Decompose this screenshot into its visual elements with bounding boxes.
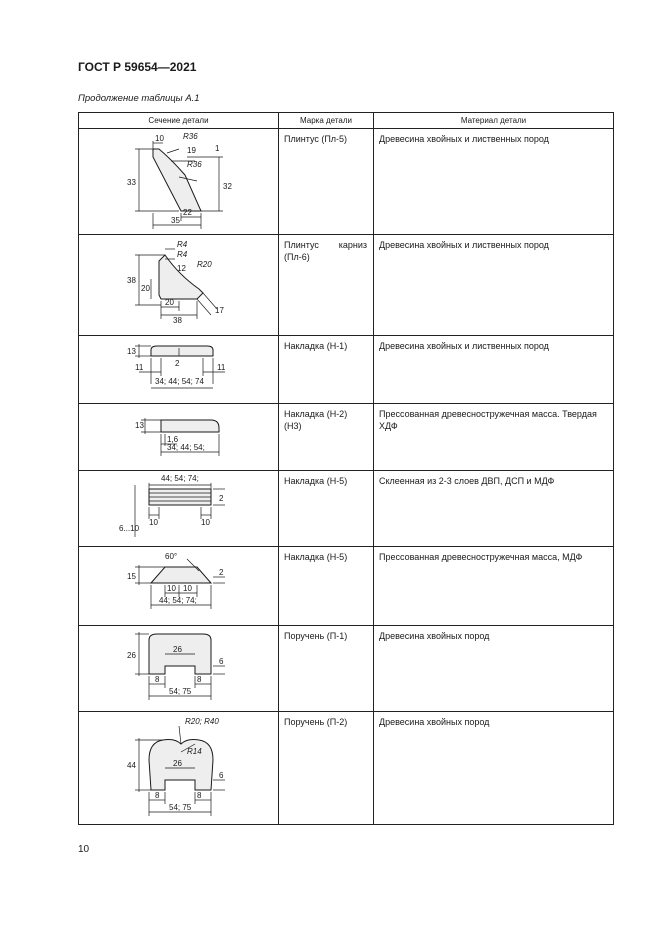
dim-radius-c: R20 [197, 260, 212, 269]
dim-2: 2 [219, 494, 224, 503]
overlay-n1-drawing [79, 336, 279, 402]
dim-height-left: 38 [127, 276, 136, 285]
material-cell: Древесина хвойных и лиственных пород [374, 235, 614, 336]
dim-10-right: 10 [183, 584, 192, 593]
dim-radius-b: R4 [177, 250, 188, 259]
mark-word-1: Плинтус [284, 240, 319, 250]
dim-angle: 60° [165, 552, 178, 561]
dim-19: 19 [187, 146, 196, 155]
material-cell: Древесина хвойных пород [374, 626, 614, 712]
dim-10-left: 10 [149, 518, 158, 527]
table-row [79, 404, 614, 471]
dim-10-left: 10 [167, 584, 176, 593]
dim-widths: 54; 75 [169, 687, 192, 696]
dim-8-left: 8 [155, 791, 160, 800]
dim-width-top: 10 [155, 134, 164, 143]
material-cell: Склеенная из 2-3 слоев ДВП, ДСП и МДФ [374, 471, 614, 547]
dim-11-right: 11 [217, 363, 226, 372]
dim-38-bottom: 38 [173, 316, 182, 325]
section-drawing-cell [79, 336, 279, 404]
section-drawing-cell [79, 547, 279, 626]
table-row [79, 336, 614, 404]
dim-11-left: 11 [135, 363, 144, 372]
dim-6: 6 [219, 657, 224, 666]
dim-1: 1 [215, 144, 220, 153]
dim-radius-top: R36 [183, 132, 198, 141]
mark-cell: Поручень (П-2) [279, 712, 374, 825]
dim-6: 6 [219, 771, 224, 780]
handrail-p1-drawing [79, 626, 279, 710]
material-cell: Прессованная древесностружечная масса, МДФ [374, 547, 614, 626]
mark-cell: Накладка (Н-5) [279, 471, 374, 547]
dim-2: 2 [219, 568, 224, 577]
material-cell: Древесина хвойных и лиственных пород [374, 336, 614, 404]
section-drawing-cell [79, 626, 279, 712]
mark-word-2: карниз [338, 240, 367, 250]
dim-widths: 34; 44; 54; 74 [155, 377, 204, 386]
dim-height: 44 [127, 761, 136, 770]
dim-radii: R20; R40 [185, 717, 219, 726]
dim-8-left: 8 [155, 675, 160, 684]
table-row [79, 129, 614, 235]
dim-20-horizontal: 20 [165, 298, 174, 307]
dim-groove-width: 26 [173, 759, 182, 768]
dim-15: 15 [127, 572, 136, 581]
overlay-n5-pressed-drawing [79, 547, 279, 624]
mark-cell: Накладка (Н-5) [279, 547, 374, 626]
dim-groove-width: 26 [173, 645, 182, 654]
table-row [79, 235, 614, 336]
section-drawing-cell [79, 471, 279, 547]
table-row [79, 712, 614, 825]
dim-radius-a: R4 [177, 240, 188, 249]
overlay-n5-laminated-drawing [79, 471, 279, 545]
mark-cell: Накладка (Н-2) (Н3) [279, 404, 374, 471]
dim-17: 17 [215, 306, 224, 315]
mark-cell: Плинтус (Пл-5) [279, 129, 374, 235]
dim-height-left: 33 [127, 178, 136, 187]
mark-cell: Накладка (Н-1) [279, 336, 374, 404]
dim-8-right: 8 [197, 791, 202, 800]
dim-8-right: 8 [197, 675, 202, 684]
page-number: 10 [78, 844, 90, 855]
dim-thickness: 6...10 [119, 524, 140, 533]
table-header-row [79, 113, 614, 129]
skirting-pl5-drawing [79, 129, 279, 233]
cornice-pl6-drawing [79, 235, 279, 334]
section-drawing-cell [79, 712, 279, 825]
dim-height: 26 [127, 651, 136, 660]
parts-table [78, 112, 614, 825]
table-row [79, 471, 614, 547]
dim-10-right: 10 [201, 518, 210, 527]
dim-35: 35 [171, 216, 180, 225]
dim-22: 22 [183, 208, 192, 217]
handrail-p2-drawing [79, 712, 279, 823]
dim-height-right: 32 [223, 182, 232, 191]
dim-13: 13 [135, 421, 144, 430]
dim-radius-middle: R36 [187, 160, 202, 169]
overlay-n2-drawing [79, 404, 279, 469]
mark-cell [279, 235, 374, 336]
table-continuation-caption: Продолжение таблицы А.1 [78, 93, 200, 104]
material-cell: Прессованная древесностружечная масса. Твердая ХДФ [374, 404, 614, 471]
dim-2: 2 [175, 359, 180, 368]
section-drawing-cell [79, 235, 279, 336]
dim-widths: 34; 44; 54; [167, 443, 205, 452]
dim-1-6: 1,6 [167, 435, 179, 444]
dim-widths: 54; 75 [169, 803, 192, 812]
column-header-section: Сечение детали [79, 113, 279, 129]
mark-word-3: (Пл-6) [284, 252, 310, 262]
section-drawing-cell [79, 404, 279, 471]
dim-widths: 44; 54; 74; [159, 596, 197, 605]
material-cell: Древесина хвойных и лиственных пород [374, 129, 614, 235]
dim-13: 13 [127, 347, 136, 356]
table-row [79, 626, 614, 712]
column-header-material: Материал детали [374, 113, 614, 129]
dim-20-vertical: 20 [141, 284, 150, 293]
material-cell: Древесина хвойных пород [374, 712, 614, 825]
section-drawing-cell [79, 129, 279, 235]
dim-12: 12 [177, 264, 186, 273]
document-header: ГОСТ Р 59654—2021 [78, 60, 197, 74]
column-header-mark: Марка детали [279, 113, 374, 129]
mark-cell: Поручень (П-1) [279, 626, 374, 712]
table-row [79, 547, 614, 626]
dim-radius-r14: R14 [187, 747, 202, 756]
dim-widths: 44; 54; 74; [161, 474, 199, 483]
